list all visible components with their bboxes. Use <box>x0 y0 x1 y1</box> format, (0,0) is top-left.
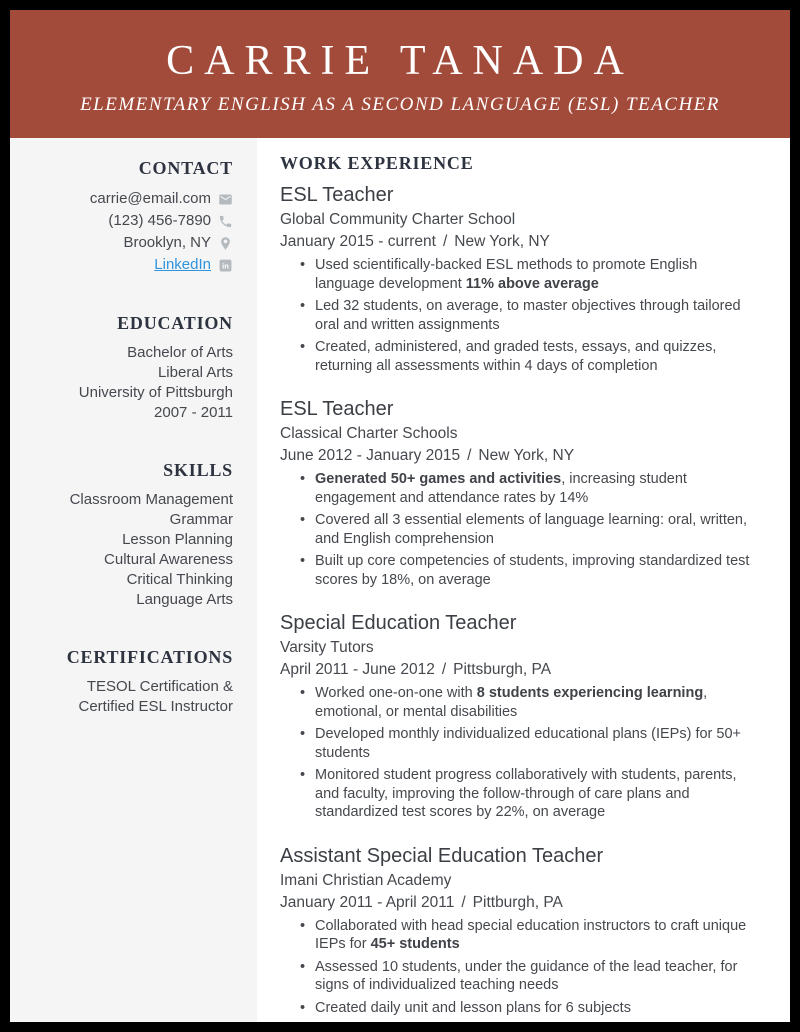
dateline-separator: / <box>467 447 472 464</box>
job-dateline <box>280 231 758 253</box>
bullet-text: Created, administered, and graded tests, essays, and quizzes, returning all assessments within 4 days of completion <box>315 339 717 374</box>
linkedin-icon <box>218 258 233 273</box>
job-title: Special Education Teacher <box>280 612 517 634</box>
job-bullet <box>315 684 758 721</box>
job-bullet-list <box>280 256 758 375</box>
job-bullet <box>315 766 758 822</box>
bullet-text-bold: Generated 50+ games and activities <box>315 471 562 487</box>
job-dateline <box>280 659 758 681</box>
skill-item: Classroom Management <box>69 491 233 508</box>
bullet-text: Collaborated with head special education instructors to craft unique IEPs for <box>315 917 747 952</box>
bullet-text: Created daily unit and lesson plans for 6 subjects <box>315 999 631 1016</box>
job-bullet-list <box>280 470 758 589</box>
job-company: Global Community Charter School <box>280 211 516 228</box>
dateline-separator: / <box>441 661 447 678</box>
job-dateline <box>280 892 758 914</box>
candidate-name: CARRIE TANADA <box>166 38 634 85</box>
job-dates: April 2011 - June 2012 <box>280 661 435 678</box>
job-entry <box>280 610 758 822</box>
job-entry <box>280 396 758 589</box>
job-dates: June 2012 - January 2015 <box>280 447 461 464</box>
job-location: Pittsburgh, PA <box>453 661 552 678</box>
candidate-job-title: ELEMENTARY ENGLISH AS A SECOND LANGUAGE (ESL) TEACHER <box>80 93 720 115</box>
job-bullet <box>315 470 758 507</box>
education-section <box>22 313 233 423</box>
job-location: New York, NY <box>478 447 575 464</box>
job-dateline <box>280 445 758 467</box>
work-experience-section <box>257 138 790 1022</box>
svg-text:in: in <box>222 261 229 271</box>
job-title: ESL Teacher <box>280 398 394 420</box>
job-bullet <box>315 511 758 548</box>
bullet-text: Used scientifically-backed ESL methods to promote English language development <box>315 257 698 292</box>
job-dates: January 2011 - April 2011 <box>280 893 455 911</box>
skill-item: Lesson Planning <box>122 531 233 548</box>
phone-icon <box>218 214 233 229</box>
contact-section <box>22 158 233 276</box>
skill-item: Grammar <box>169 511 233 528</box>
sidebar <box>10 138 257 1022</box>
job-location: New York, NY <box>454 233 550 250</box>
job-title: ESL Teacher <box>280 184 394 206</box>
job-title: Assistant Special Education Teacher <box>280 844 604 867</box>
job-entry <box>280 843 758 1018</box>
education-years: 2007 - 2011 <box>154 404 233 421</box>
job-dates: January 2015 - current <box>280 233 436 250</box>
skill-item: Language Arts <box>136 591 233 608</box>
location-pin-icon <box>218 236 233 251</box>
location-text: Brooklyn, NY <box>123 234 211 251</box>
job-company: Imani Christian Academy <box>280 871 452 889</box>
bullet-text-bold: 45+ students <box>370 936 460 952</box>
certification-line: Certified ESL Instructor <box>78 698 233 715</box>
job-bullet <box>315 999 758 1018</box>
envelope-icon <box>218 192 233 207</box>
education-major: Liberal Arts <box>157 364 233 381</box>
education-degree: Bachelor of Arts <box>127 344 233 361</box>
skill-item: Critical Thinking <box>126 571 233 588</box>
email-text: carrie@email.com <box>89 190 211 207</box>
bullet-text: , emotional, or mental disabilities <box>315 685 708 720</box>
job-bullet <box>315 256 758 293</box>
job-bullet <box>315 338 758 375</box>
job-company: Classical Charter Schools <box>280 425 458 442</box>
bullet-text: Developed monthly individualized educational plans (IEPs) for 50+ students <box>315 726 741 761</box>
job-bullet <box>315 917 758 954</box>
contact-heading: CONTACT <box>138 158 233 178</box>
job-location: Pittburgh, PA <box>472 893 563 911</box>
bullet-text: Monitored student progress collaboratively with students, parents, and faculty, improving the follow-through of care plans and standardized test scores by 22%, on average <box>315 767 737 820</box>
job-bullet-list <box>280 684 758 822</box>
job-bullet <box>315 725 758 762</box>
bullet-text: Worked one-on-one with <box>315 685 477 701</box>
education-school: University of Pittsburgh <box>78 384 233 401</box>
bullet-text: Led 32 students, on average, to master objectives through tailored oral and written assignments <box>315 298 741 333</box>
contact-location-row <box>22 232 233 254</box>
contact-linkedin-row <box>22 254 233 276</box>
phone-text: (123) 456-7890 <box>108 212 211 229</box>
education-heading: EDUCATION <box>117 313 233 333</box>
skills-section <box>22 460 233 610</box>
contact-phone-row <box>22 210 233 232</box>
job-entry <box>280 182 758 375</box>
contact-email-row <box>22 188 233 210</box>
job-bullet <box>315 958 758 995</box>
skill-item: Cultural Awareness <box>104 551 233 568</box>
bullet-text-bold: 11% above average <box>465 275 599 292</box>
job-bullet <box>315 552 758 589</box>
resume-body <box>10 138 790 1022</box>
skills-heading: SKILLS <box>163 460 233 480</box>
job-bullet <box>315 297 758 334</box>
bullet-text-bold: 8 students experiencing learning <box>476 685 704 701</box>
linkedin-link[interactable]: LinkedIn <box>154 256 211 273</box>
certifications-heading: CERTIFICATIONS <box>66 647 233 667</box>
certification-line: TESOL Certification & <box>86 678 233 695</box>
job-bullet-list <box>280 917 758 1018</box>
work-experience-heading: WORK EXPERIENCE <box>280 153 474 173</box>
job-company: Varsity Tutors <box>280 639 374 656</box>
bullet-text: Built up core competencies of students, improving standardized test scores by 18%, on average <box>315 553 750 588</box>
dateline-separator: / <box>442 233 448 250</box>
bullet-text: Assessed 10 students, under the guidance of the lead teacher, for signs of individualized teaching needs <box>315 958 738 993</box>
bullet-text: , increasing student engagement and attendance rates by 14% <box>315 471 687 506</box>
certifications-section <box>22 647 233 717</box>
resume-header <box>10 10 790 138</box>
bullet-text: Covered all 3 essential elements of language learning: oral, written, and English comprehension <box>315 512 748 547</box>
dateline-separator: / <box>461 893 466 911</box>
